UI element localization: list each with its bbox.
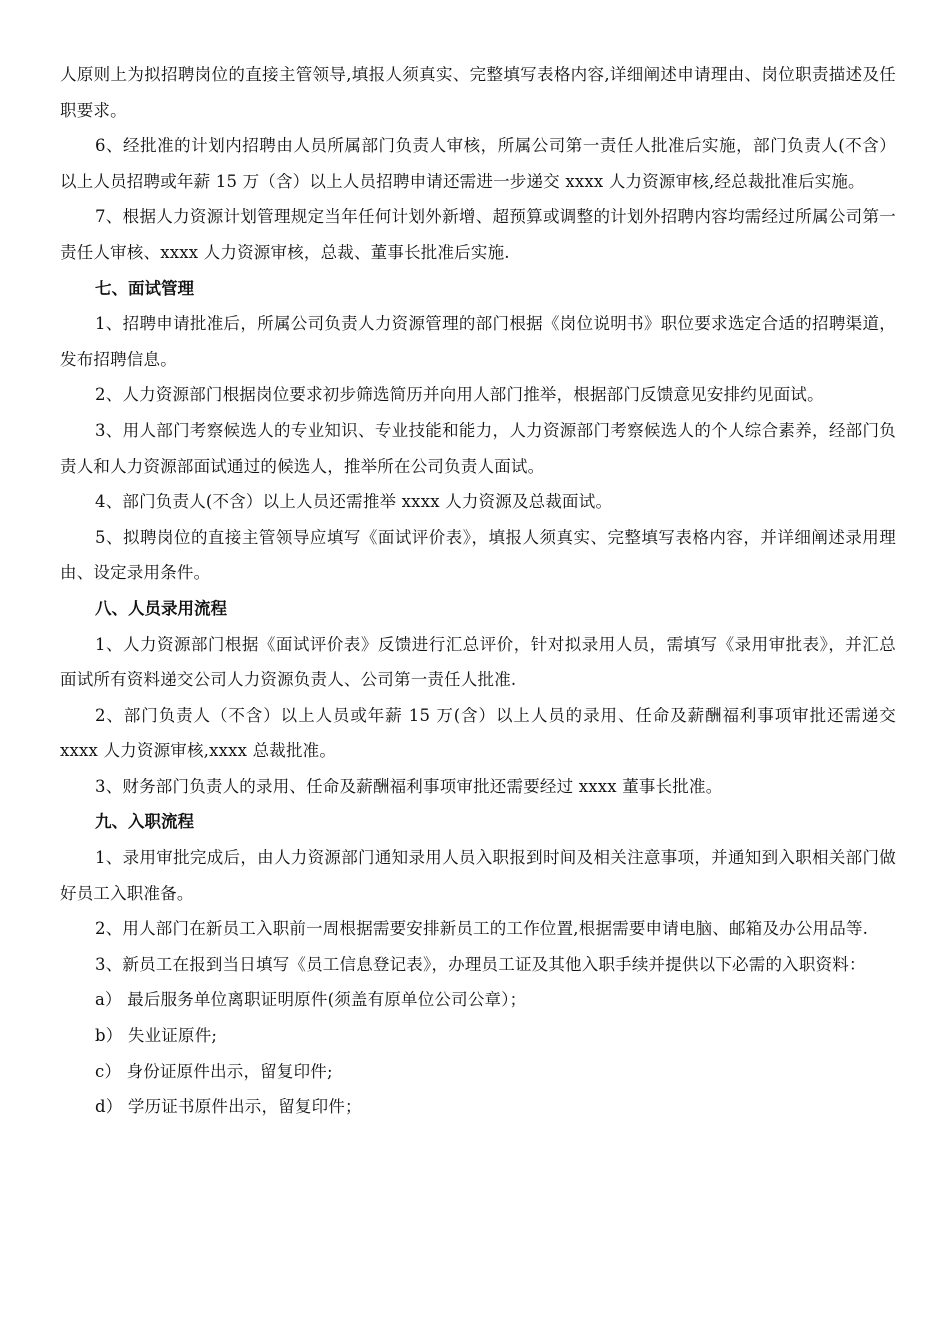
- document-page: [60, 57, 896, 1125]
- paragraph-interview-5: 5、拟聘岗位的直接主管领导应填写《面试评价表》，填报人须真实、完整填写表格内容，并详细阐述录用理由、设定录用条件。: [60, 527, 896, 583]
- list-item-a: a） 最后服务单位离职证明原件(须盖有原单位公司公章）；: [95, 990, 527, 1010]
- paragraph-hiring-2: 2、部门负责人（不含）以上人员或年薪 15 万(含）以上人员的录用、任命及薪酬福利事项审批还需递交 xxxx 人力资源审核,xxxx 总裁批准。: [60, 705, 896, 761]
- paragraph-hiring-1: 1、人力资源部门根据《面试评价表》反馈进行汇总评价，针对拟录用人员，需填写《录用审批表》，并汇总面试所有资料递交公司人力资源负责人、公司第一责任人批准.: [60, 634, 896, 690]
- paragraph-onboarding-2: 2、用人部门在新员工入职前一周根据需要安排新员工的工作位置,根据需要申请电脑、邮箱及办公用品等.: [95, 919, 869, 939]
- paragraph-interview-1: 1、招聘申请批准后，所属公司负责人力资源管理的部门根据《岗位说明书》职位要求选定合适的招聘渠道，发布招聘信息。: [60, 314, 896, 369]
- section-heading-onboarding: 九、入职流程: [95, 812, 194, 832]
- section-heading-interview: 七、面试管理: [95, 278, 194, 298]
- paragraph-interview-2: 2、人力资源部门根据岗位要求初步筛选简历并向用人部门推举，根据部门反馈意见安排约见面试。: [95, 385, 824, 405]
- list-item-b: b） 失业证原件;: [95, 1026, 218, 1046]
- paragraph-hiring-3: 3、财务部门负责人的录用、任命及薪酬福利事项审批还需要经过 xxxx 董事长批准。: [95, 776, 723, 796]
- paragraph-7-unplanned-hiring: 7、根据人力资源计划管理规定当年任何计划外新增、超预算或调整的计划外招聘内容均需经过所属公司第一责任人审核、xxxx 人力资源审核，总裁、董事长批准后实施.: [60, 207, 896, 262]
- paragraph-onboarding-3: 3、新员工在报到当日填写《员工信息登记表》，办理员工证及其他入职手续并提供以下必需的入职资料：: [95, 954, 866, 974]
- paragraph-interview-4: 4、部门负责人(不含）以上人员还需推举 xxxx 人力资源及总裁面试。: [95, 492, 613, 512]
- paragraph-interview-3: 3、用人部门考察候选人的专业知识、专业技能和能力，人力资源部门考察候选人的个人综合素养，经部门负责人和人力资源部面试通过的候选人，推举所在公司负责人面试。: [60, 420, 896, 476]
- paragraph-6-approval: 6、经批准的计划内招聘由人员所属部门负责人审核，所属公司第一责任人批准后实施，部门负责人(不含）以上人员招聘或年薪 15 万（含）以上人员招聘申请还需进一步递交 xxxx 人力资源审核,经总裁批准后实施。: [60, 136, 896, 191]
- paragraph-onboarding-1: 1、录用审批完成后，由人力资源部门通知录用人员入职报到时间及相关注意事项，并通知到入职相关部门做好员工入职准备。: [60, 848, 896, 903]
- section-heading-hiring: 八、人员录用流程: [95, 598, 227, 618]
- list-item-c: c） 身份证原件出示，留复印件;: [95, 1061, 333, 1081]
- paragraph-continuation: 人原则上为拟招聘岗位的直接主管领导,填报人须真实、完整填写表格内容,详细阐述申请理由、岗位职责描述及任职要求。: [60, 65, 896, 120]
- list-item-d: d） 学历证书原件出示，留复印件；: [95, 1097, 362, 1117]
